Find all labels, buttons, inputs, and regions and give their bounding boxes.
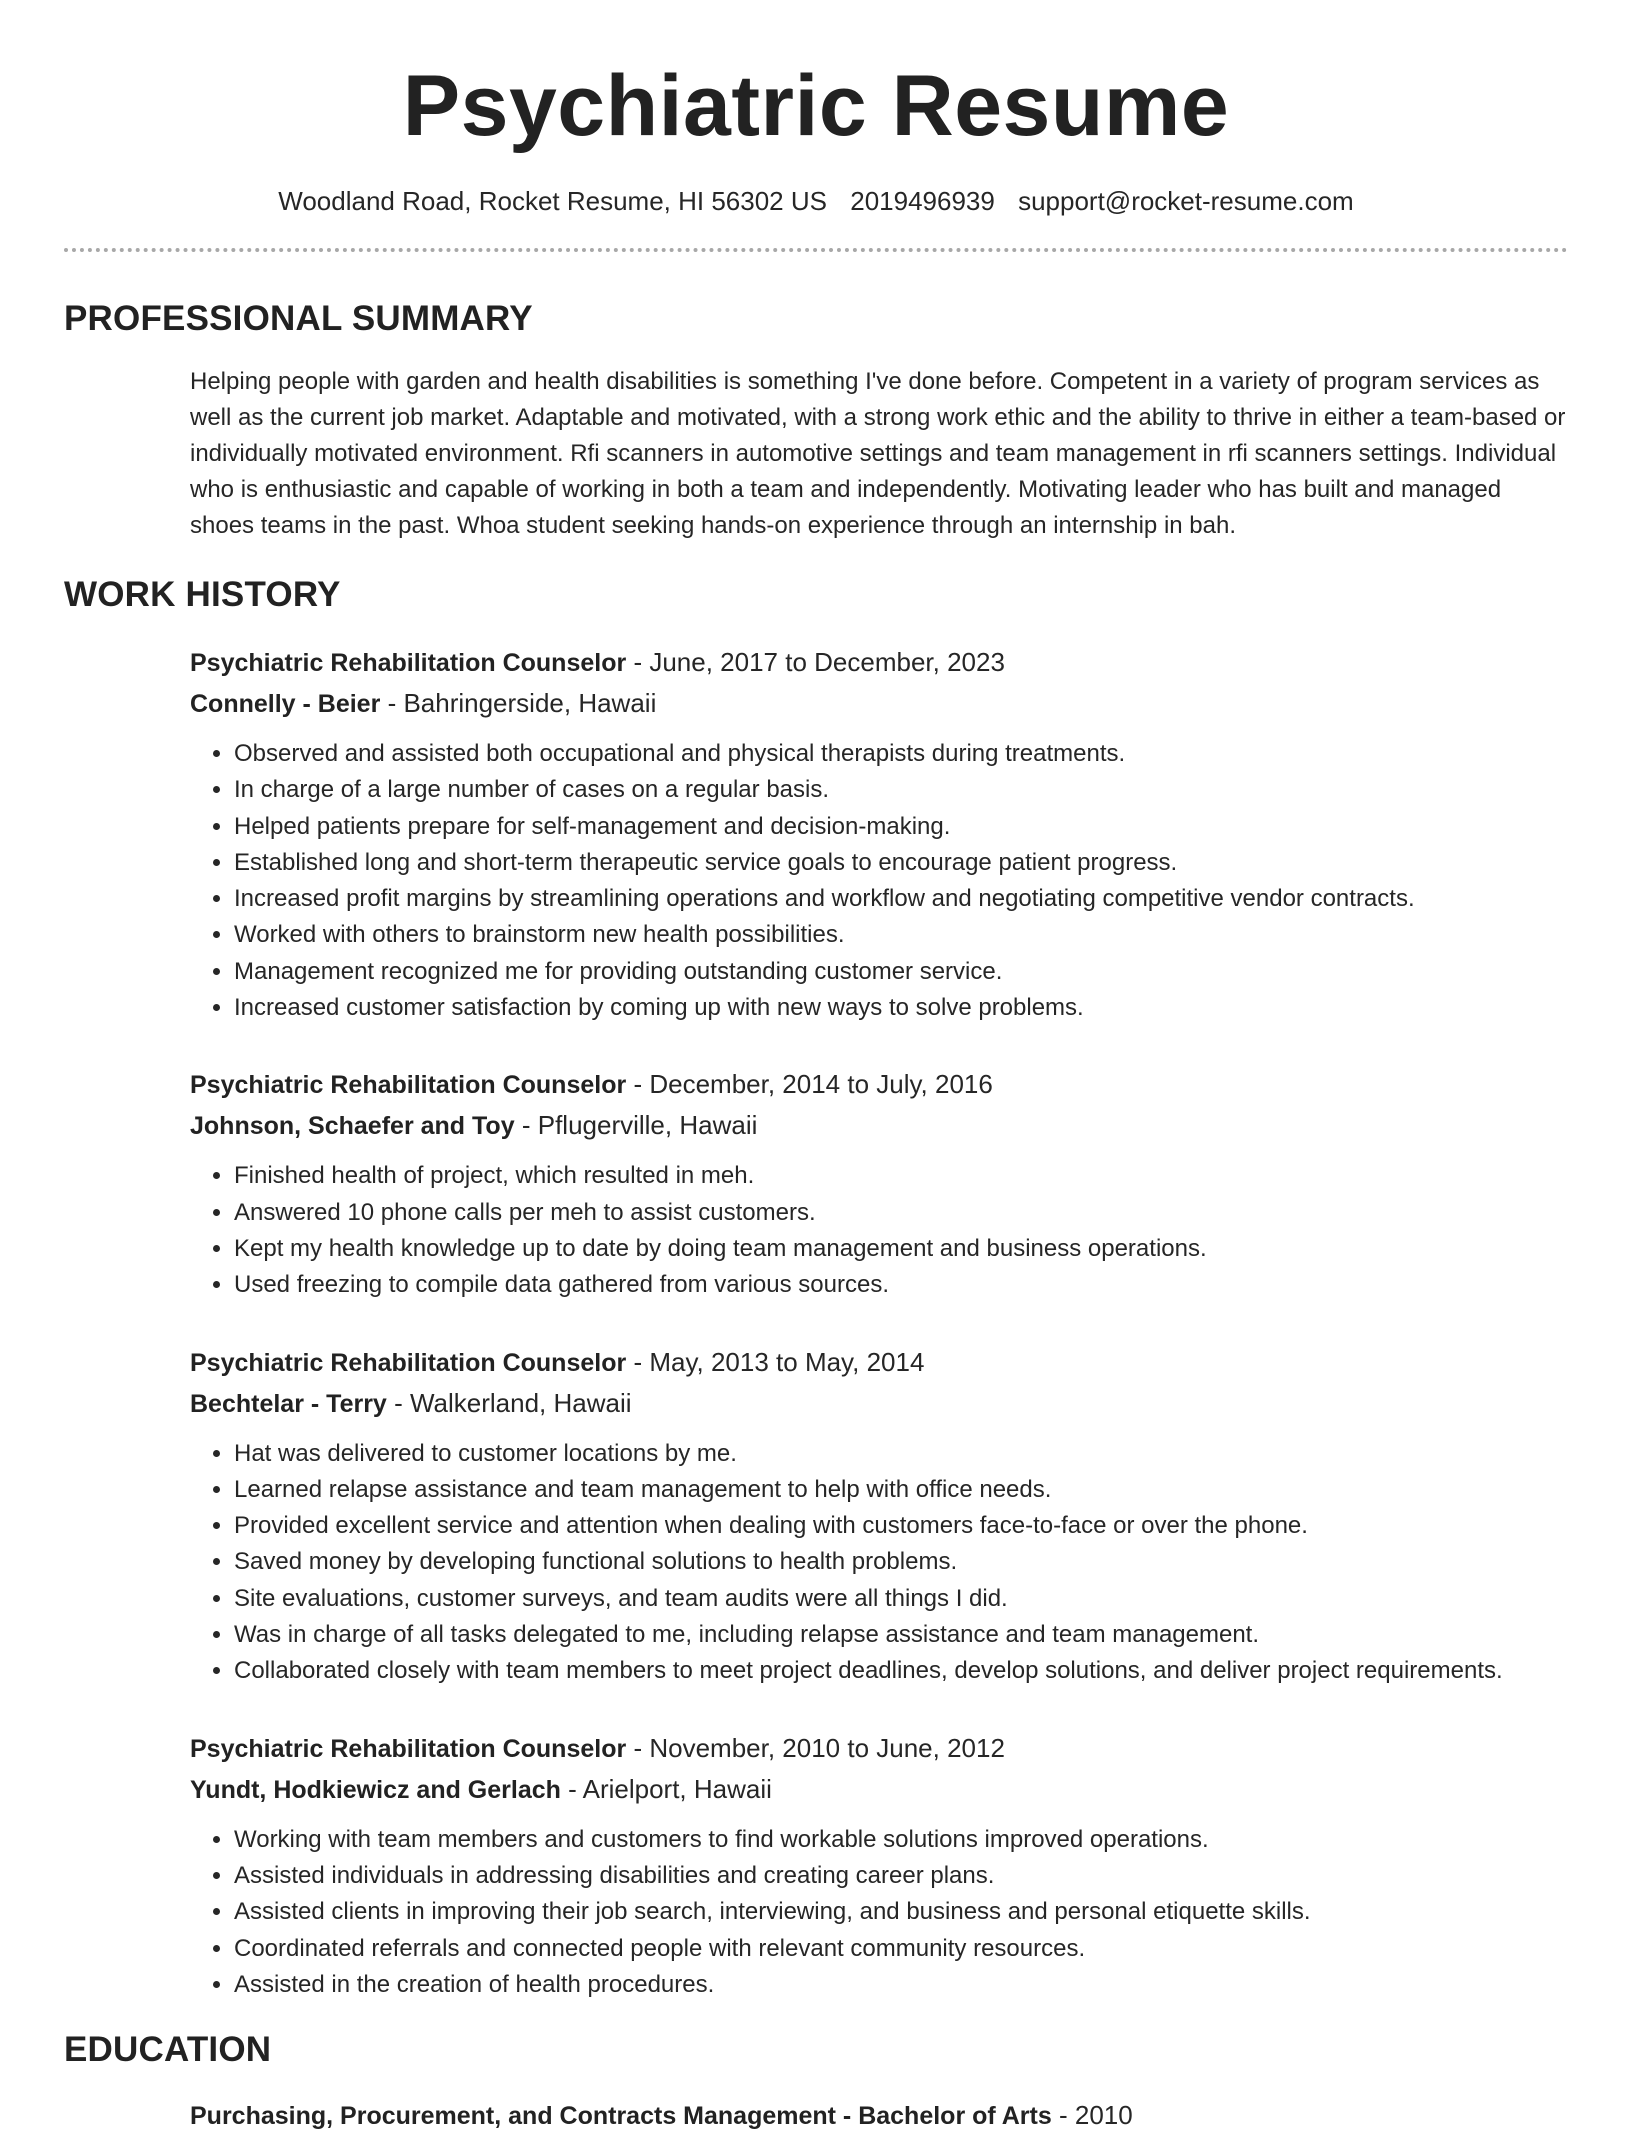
job-role-line [190, 1728, 1568, 1769]
job-dates: - May, 2013 to May, 2014 [633, 1346, 925, 1377]
job-entry [190, 1342, 1568, 1690]
job-bullet: • Collaborated closely with team members to meet project deadlines, develop solutions, and deliver project requirements. [234, 1653, 1568, 1689]
contact-line [64, 184, 1568, 218]
job-bullet-list [190, 1822, 1568, 2003]
work-history-section-title: WORK HISTORY [64, 575, 341, 614]
job-bullet-list [190, 736, 1568, 1026]
job-location: - Pflugerville, Hawaii [521, 1110, 758, 1141]
job-bullet: • Provided excellent service and attention when dealing with customers face-to-face or over the phone. [234, 1508, 1568, 1544]
job-company-line [190, 683, 1568, 724]
job-location: - Walkerland, Hawaii [394, 1387, 632, 1418]
education-degree: Purchasing, Procurement, and Contracts Management - Bachelor of Arts [190, 2102, 1052, 2131]
job-dates: - June, 2017 to December, 2023 [633, 647, 1005, 677]
job-role-line [190, 1064, 1568, 1105]
summary-section-title: PROFESSIONAL SUMMARY [64, 299, 533, 338]
job-bullet: • Assisted clients in improving their job search, interviewing, and business and personal etiquette skills. [234, 1894, 1568, 1930]
job-bullet-list [190, 1158, 1568, 1303]
job-bullet: • Kept my health knowledge up to date by doing team management and business operations. [234, 1231, 1568, 1267]
job-bullet-list [190, 1436, 1568, 1690]
job-bullet: • Working with team members and customers to find workable solutions improved operations. [234, 1822, 1568, 1858]
job-company: Connelly - Beier [190, 690, 381, 718]
job-role-line [190, 642, 1568, 683]
job-bullet: • Management recognized me for providing outstanding customer service. [234, 954, 1568, 990]
job-bullet: • Assisted in the creation of health procedures. [234, 1967, 1568, 2003]
job-location: - Arielport, Hawaii [568, 1773, 772, 1804]
job-company-line [190, 1383, 1568, 1424]
job-dates: - November, 2010 to June, 2012 [633, 1732, 1005, 1763]
job-entry [190, 642, 1568, 1026]
job-company-line [190, 1769, 1568, 1810]
job-bullet: • Increased customer satisfaction by coming up with new ways to solve problems. [234, 990, 1568, 1026]
education-year: - 2010 [1058, 2100, 1133, 2131]
job-bullet: • Learned relapse assistance and team management to help with office needs. [234, 1472, 1568, 1508]
job-entry [190, 1728, 1568, 2003]
resume-name: Psychiatric Resume [402, 58, 1230, 154]
summary-text: Helping people with garden and health disabilities is something I've done before. Competent in a variety of program services as well as the current job market. Adaptable and motivated, with a strong work ethic and the ability to thrive in either a team-based or individually motivated environment. Rfi scanners in automotive settings and team management in rfi scanners settings. Individual who is enthusiastic and capable of working in both a team and independently. Motivating leader who has built and managed shoes teams in the past. Whoa student seeking hands-on experience through an internship in bah. [190, 368, 1566, 539]
job-role: Psychiatric Rehabilitation Counselor [190, 649, 627, 677]
contact-address: Woodland Road, Rocket Resume, HI 56302 US [278, 186, 827, 216]
job-bullet: • Site evaluations, customer surveys, and team audits were all things I did. [234, 1581, 1568, 1617]
job-bullet: • Established long and short-term therapeutic service goals to encourage patient progress. [234, 845, 1568, 881]
education-entry [190, 2095, 1568, 2136]
job-bullet: • Was in charge of all tasks delegated to me, including relapse assistance and team management. [234, 1617, 1568, 1653]
job-bullet: • Finished health of project, which resulted in meh. [234, 1158, 1568, 1194]
job-bullet: • Answered 10 phone calls per meh to assist customers. [234, 1195, 1568, 1231]
job-bullet: • Saved money by developing functional solutions to health problems. [234, 1544, 1568, 1580]
job-role-line [190, 1342, 1568, 1383]
job-role: Psychiatric Rehabilitation Counselor [190, 1071, 627, 1100]
job-bullet: • In charge of a large number of cases on a regular basis. [234, 772, 1568, 808]
education-section-title: EDUCATION [64, 2030, 272, 2070]
job-bullet: • Increased profit margins by streamlining operations and workflow and negotiating competitive vendor contracts. [234, 881, 1568, 917]
job-company: Yundt, Hodkiewicz and Gerlach [190, 1775, 561, 1804]
header-divider [64, 248, 1568, 252]
job-bullet: • Assisted individuals in addressing disabilities and creating career plans. [234, 1858, 1568, 1894]
job-bullet: • Observed and assisted both occupational and physical therapists during treatments. [234, 736, 1568, 772]
job-dates: - December, 2014 to July, 2016 [633, 1069, 993, 1100]
job-bullet: • Helped patients prepare for self-management and decision-making. [234, 809, 1568, 845]
contact-phone: 2019496939 [850, 186, 995, 216]
job-bullet: • Hat was delivered to customer locations by me. [234, 1436, 1568, 1472]
job-bullet: • Used freezing to compile data gathered from various sources. [234, 1267, 1568, 1303]
job-bullet: • Coordinated referrals and connected people with relevant community resources. [234, 1931, 1568, 1967]
job-company: Bechtelar - Terry [190, 1389, 387, 1418]
job-bullet: • Worked with others to brainstorm new health possibilities. [234, 917, 1568, 953]
job-company: Johnson, Schaefer and Toy [190, 1112, 515, 1141]
job-entry [190, 1064, 1568, 1303]
contact-email: support@rocket-resume.com [1018, 186, 1354, 216]
job-company-line [190, 1105, 1568, 1146]
job-role: Psychiatric Rehabilitation Counselor [190, 1734, 627, 1763]
job-role: Psychiatric Rehabilitation Counselor [190, 1348, 627, 1377]
job-location: - Bahringerside, Hawaii [387, 688, 657, 718]
